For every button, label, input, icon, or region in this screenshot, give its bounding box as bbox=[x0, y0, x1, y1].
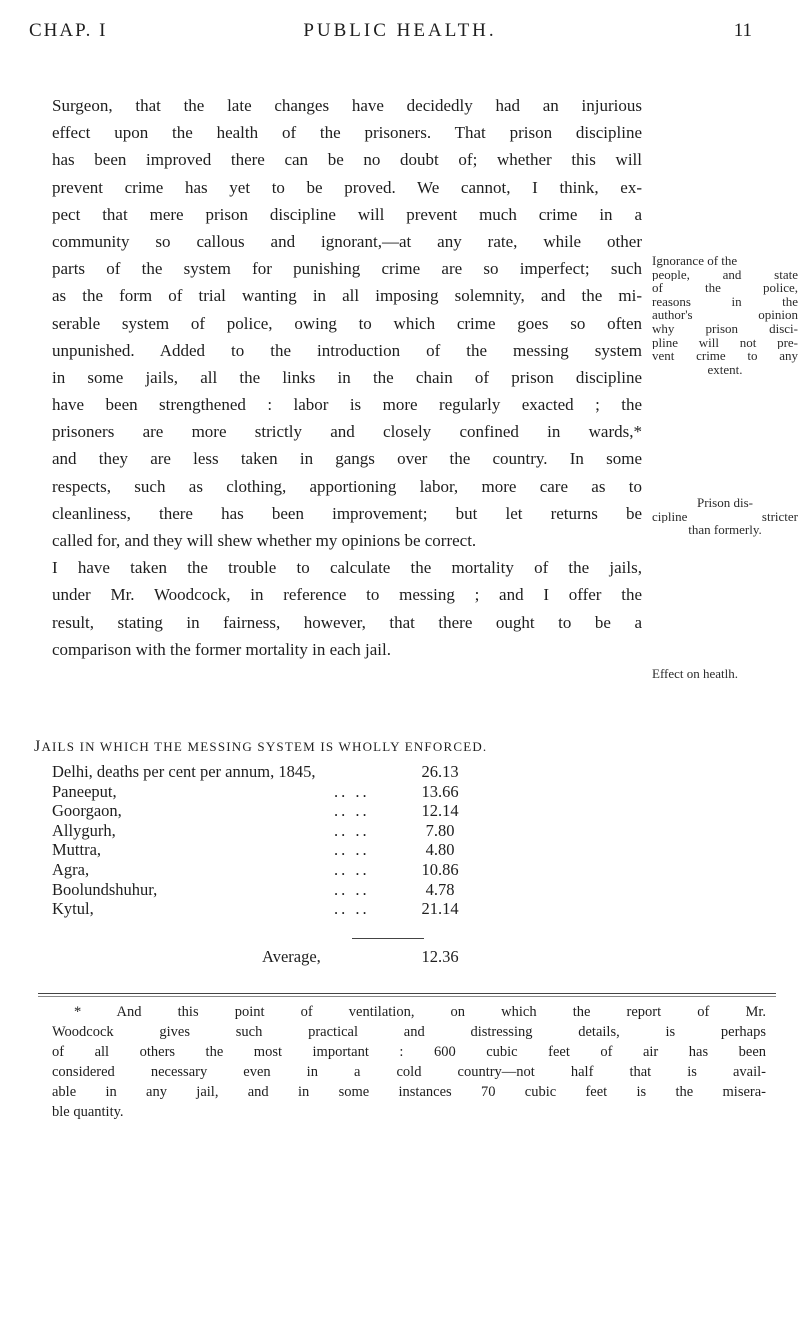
leader-dots: .. .. bbox=[334, 899, 370, 919]
average-value: 12.36 bbox=[421, 947, 459, 966]
footnote-line: considered necessary even in a cold country—not half that is avail- bbox=[52, 1064, 766, 1080]
footnote bbox=[52, 1002, 766, 1122]
sidenote-line: author's opinion bbox=[652, 308, 798, 322]
jail-name: Allygurh, bbox=[52, 820, 116, 840]
table-row bbox=[52, 762, 522, 782]
sidenote-line: people, and state bbox=[652, 267, 798, 282]
body-text bbox=[52, 92, 642, 663]
leader-dots: .. .. bbox=[334, 879, 370, 899]
footnote-divider bbox=[38, 993, 776, 997]
footnote-line: * And this point of ventilation, on which the report of Mr. bbox=[74, 1004, 766, 1020]
mortality-value: 4.80 bbox=[425, 840, 455, 860]
mortality-value: 7.80 bbox=[425, 820, 455, 840]
average-label: Average, bbox=[262, 947, 321, 966]
mortality-value: 10.86 bbox=[421, 859, 459, 879]
jail-name: Paneeput, bbox=[52, 781, 117, 801]
table-row bbox=[52, 840, 522, 860]
page-number: 11 bbox=[733, 20, 752, 41]
sidenote-line: extent. bbox=[707, 362, 743, 377]
page-title: PUBLIC HEALTH. bbox=[303, 20, 497, 41]
body-line: prisoners are more strictly and closely confined in wards,* bbox=[52, 422, 642, 442]
body-line: community so callous and ignorant,—at any rate, while other bbox=[52, 231, 642, 251]
mortality-table bbox=[52, 762, 522, 919]
jail-name: Goorgaon, bbox=[52, 801, 122, 821]
table-title-initial: J bbox=[34, 738, 42, 755]
jail-name: Kytul, bbox=[52, 899, 94, 919]
body-line: called for, and they will shew whether my opinions be correct. bbox=[52, 531, 477, 550]
table-row bbox=[52, 821, 522, 841]
mortality-value: 13.66 bbox=[421, 781, 459, 801]
sidenote-line: than formerly. bbox=[688, 523, 762, 537]
table-row bbox=[52, 899, 522, 919]
sidenote-effect bbox=[652, 667, 798, 681]
sidenote-line: cipline stricter bbox=[652, 509, 798, 524]
sidenote-line: of the police, bbox=[652, 281, 798, 295]
sidenote-line: Ignorance of the bbox=[652, 254, 738, 268]
body-line: parts of the system for punishing crime are so imperfect; such bbox=[52, 259, 642, 279]
sidenote-line: Prison dis- bbox=[697, 496, 753, 510]
mortality-value: 21.14 bbox=[421, 899, 459, 919]
body-line: comparison with the former mortality in each jail. bbox=[52, 639, 391, 659]
body-line: as the form of trial wanting in all imposing solemnity, and the mi- bbox=[52, 286, 642, 306]
body-line: in some jails, all the links in the chain of prison discipline bbox=[52, 367, 642, 387]
footnote-line: able in any jail, and in some instances 70 cubic feet is the misera- bbox=[52, 1084, 766, 1100]
table-row bbox=[52, 880, 522, 900]
sidenote-ignorance bbox=[652, 254, 798, 376]
body-line: have been strengthened : labor is more regularly exacted ; the bbox=[52, 395, 642, 415]
table-row bbox=[52, 782, 522, 802]
body-line: respects, such as clothing, apportioning labor, more care as to bbox=[52, 476, 642, 496]
leader-dots: .. .. bbox=[334, 840, 370, 860]
body-line: and they are less taken in gangs over the country. In some bbox=[52, 449, 642, 469]
sidenote-line: why prison disci- bbox=[652, 321, 798, 336]
sidenote-line: vent crime to any bbox=[652, 349, 798, 363]
mortality-value: 4.78 bbox=[425, 879, 455, 899]
mortality-value: 12.14 bbox=[421, 801, 459, 821]
sidenote-line: pline will not pre- bbox=[652, 335, 798, 350]
average-row bbox=[52, 946, 522, 968]
running-header bbox=[0, 14, 800, 46]
sidenote-line: Effect on heatlh. bbox=[652, 667, 739, 681]
body-line: effect upon the health of the prisoners. That prison discipline bbox=[52, 123, 642, 143]
body-line: result, stating in fairness, however, that there ought to be a bbox=[52, 612, 642, 632]
jail-name: Muttra, bbox=[52, 840, 102, 860]
body-line: cleanliness, there has been improvement; but let returns be bbox=[52, 503, 642, 523]
body-line: prevent crime has yet to be proved. We cannot, I think, ex- bbox=[52, 177, 642, 197]
table-title-rest: AILS IN WHICH THE MESSING SYSTEM IS WHOLLY ENFORCED. bbox=[41, 739, 488, 754]
jail-name: Agra, bbox=[52, 859, 90, 879]
table-title bbox=[34, 738, 770, 756]
table-row bbox=[52, 801, 522, 821]
table-row bbox=[52, 860, 522, 880]
leader-dots: .. .. bbox=[334, 801, 370, 821]
jail-name: Boolundshuhur, bbox=[52, 879, 158, 899]
mortality-value: 26.13 bbox=[421, 762, 459, 781]
footnote-line: ble quantity. bbox=[52, 1104, 124, 1120]
body-line: has been improved there can be no doubt of; whether this will bbox=[52, 150, 642, 170]
leader-dots: .. .. bbox=[334, 820, 370, 840]
chapter-label: CHAP. I bbox=[29, 20, 108, 41]
body-line: pect that mere prison discipline will prevent much crime in a bbox=[52, 204, 642, 224]
body-line: Surgeon, that the late changes have decidedly had an injurious bbox=[52, 96, 642, 115]
sum-rule bbox=[352, 938, 424, 939]
footnote-line: of all others the most important : 600 cubic feet of air has been bbox=[52, 1044, 766, 1060]
body-line: under Mr. Woodcock, in reference to messing ; and I offer the bbox=[52, 585, 642, 605]
sidenote-line: reasons in the bbox=[652, 294, 798, 309]
footnote-line: Woodcock gives such practical and distressing details, is perhaps bbox=[52, 1024, 766, 1040]
body-line: I have taken the trouble to calculate the mortality of the jails, bbox=[52, 558, 642, 578]
leader-dots: .. .. bbox=[334, 859, 370, 879]
body-line: serable system of police, owing to which crime goes so often bbox=[52, 313, 642, 333]
jail-name: Delhi, deaths per cent per annum, 1845, bbox=[52, 762, 316, 781]
body-line: unpunished. Added to the introduction of the messing system bbox=[52, 340, 642, 360]
sidenote-prison bbox=[652, 496, 798, 537]
leader-dots: .. .. bbox=[334, 781, 370, 801]
